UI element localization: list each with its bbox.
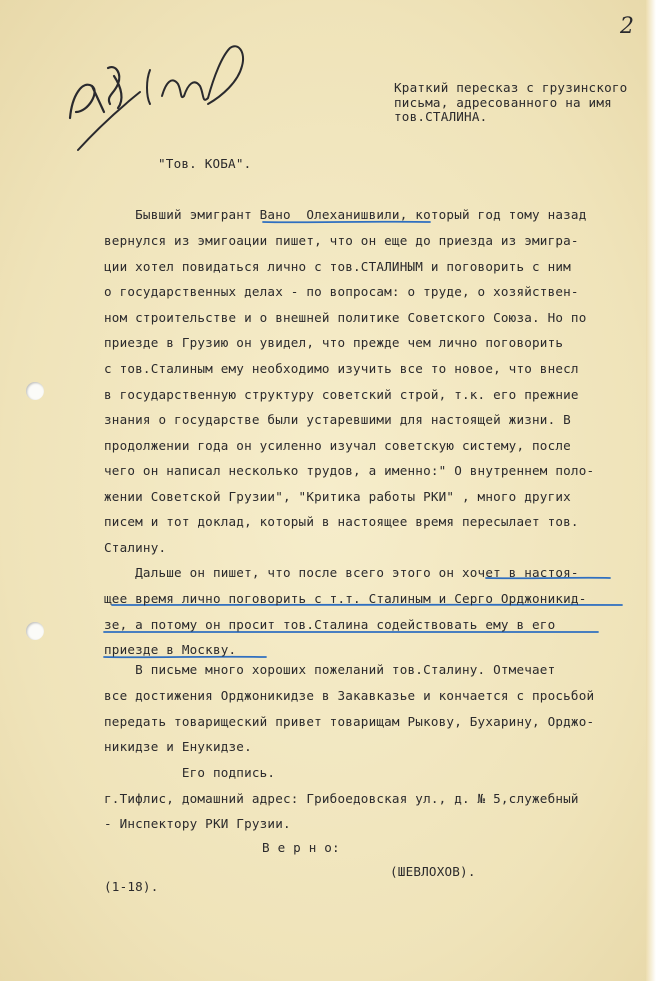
body-line: все достижения Орджоникидзе в Закавказье и кончается с просьбой [104,688,595,703]
address-line: г.Тифлис, домашний адрес: Грибоедовская ул., д. № 5,служебный [104,791,579,806]
salutation: "Тов. КОБА". [158,156,252,171]
body-line: приезде в Москву. [104,642,237,657]
body-line: приезде в Грузию он увидел, что прежде чем лично поговорить [104,335,564,350]
scan-edge-bottom [0,981,656,985]
body-line: чего он написал несколько трудов, а именно:" О внутреннем поло- [104,463,595,478]
body-line: в государственную структуру советский строй, т.к. его прежние [104,387,579,402]
signature-label: Его подпись. [104,765,276,780]
address-line: - Инспектору РКИ Грузии. [104,816,291,831]
body-line: никидзе и Енукидзе. [104,739,252,754]
body-line: ции хотел повидаться лично с тов.СТАЛИНЫМ и поговорить с ним [104,259,571,274]
body-line: с тов.Сталиным ему необходимо изучить все то новое, что внесл [104,361,579,376]
body-line: вернулся из эмигоации пишет, что он еще до приезда из эмигра- [104,233,579,248]
body-line: Дальше он пишет, что после всего этого он хочет в настоя- [104,565,579,580]
body-line: знания о государстве были устаревшими для настоящей жизни. В [104,412,571,427]
body-line: продолжении года он усиленно изучал советскую систему, после [104,438,571,453]
header-line-1: Краткий пересказ с грузинского [394,80,628,95]
verified-label: В е р н о: [262,840,340,855]
header-line-2: письма, адресованного на имя [394,95,612,110]
body-line: зе, а потому он просит тов.Сталина содействовать ему в его [104,617,556,632]
body-line: передать товарищеский привет товарищам Рыкову, Бухарину, Орджо- [104,714,595,729]
body-line: писем и тот доклад, который в настоящее время пересылает тов. [104,514,579,529]
body-line: жении Советской Грузии", "Критика работы РКИ" , много других [104,489,571,504]
page-number: 2 [620,14,634,39]
punch-hole-top [26,382,44,400]
body-line: Бывший эмигрант Вано Олеханишвили, который год тому назад [104,207,587,222]
body-line: Сталину. [104,540,167,555]
header-line-3: тов.СТАЛИНА. [394,109,488,124]
scan-edge-right [646,0,656,985]
document-reference: (1-18). [104,879,159,894]
body-line: щее время лично поговорить с т.т. Сталиным и Серго Орджоникид- [104,591,587,606]
body-line: ном строительстве и о внешней политике Советского Союза. Но по [104,310,587,325]
punch-hole-bottom [26,622,44,640]
signer-name: (ШЕВЛОХОВ). [390,864,476,879]
body-line: В письме много хороших пожеланий тов.Сталину. Отмечает [104,662,556,677]
body-line: о государственных делах - по вопросам: о труде, о хозяйствен- [104,284,579,299]
